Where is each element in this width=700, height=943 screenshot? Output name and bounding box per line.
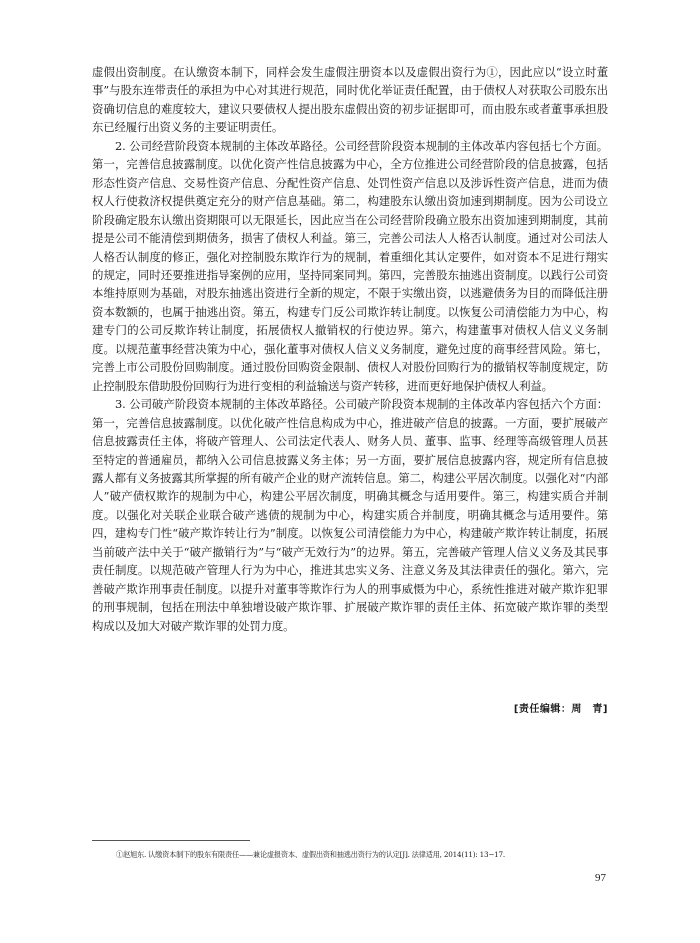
paragraph-2: 2. 公司经营阶段资本规制的主体改革路径。公司经营阶段资本规制的主体改革内容包括七个方面。第一，完善信息披露制度。以优化资产性信息披露为中心，全方位推进公司经营阶段的信息披露，包括形态性资产信息、交易性资产信息、分配性资产信息、处罚性资产信息以及涉诉性资产信息，进而为债权人行使救济权提供奠定充分的财产信息基础。第二，构建股东认缴出资加速到期制度。因为公司设立阶段确定股东认缴出资期限可以无限延长，因此应当在公司经营阶段确立股东出资加速到期制度，其前提是公司不能清偿到期债务，损害了债权人利益。第三，完善公司法人人格否认制度。通过对公司法人人格否认制度的修正，强化对控制股东欺诈行为的规制，着重细化其认定要件，如对资本不足进行翔实的规定，同时还要推进指导案例的应用，坚持同案同判。第四，完善股东抽逃出资制度。以践行公司资本维持原则为基础，对股东抽逃出资进行全新的规定，不限于实缴出资，以逃避债务为目的而降低注册资本数额的，也属于抽逃出资。第五，构建专门反公司欺诈转让制度。以恢复公司清偿能力为中心，构建专门的公司反欺诈转让制度，拓展债权人撤销权的行使边界。第六，构建董事对债权人信义义务制度。以规范董事经营决策为中心，强化董事对债权人信义义务制度，避免过度的商事经营风险。第七，完善上市公司股份回购制度。通过股份回购资金限制、债权人对股份回购行为的撤销权等制度规定，防止控制股东借助股份回购行为进行变相的利益输送与资产转移，进而更好地保护债权人利益。 [92,138,608,393]
page-number: 97 [595,872,606,884]
footnote: ①赵旭东. 认缴资本制下的股东有限责任——兼论虚报资本、虚假出资和抽逃出资行为的认定[J]. 法律适用, 2014(11): 13−17. [116,850,506,859]
paragraph-1: 虚假出资制度。在认缴资本制下，同样会发生虚假注册资本以及虚假出资行为①，因此应以“设立时董事”与股东连带责任的承担为中心对其进行规范，同时优化举证责任配置，由于债权人对获取公司股东出资确切信息的难度较大，建议只要债权人提出股东虚假出资的初步证据即可，而由股东或者董事承担股东已经履行出资义务的主要证明责任。 [92,65,608,135]
responsible-editor: [责任编辑：周 青] [513,704,608,715]
footnote-divider [92,840,250,841]
paragraph-3: 3. 公司破产阶段资本规制的主体改革路径。公司破产阶段资本规制的主体改革内容包括六个方面：第一，完善信息披露制度。以优化破产性信息构成为中心，推进破产信息的披露。一方面，要扩展破产信息披露责任主体，将破产管理人、公司法定代表人、财务人员、董事、监事、经理等高级管理人员甚至特定的普通雇员，都纳入公司信息披露义务主体；另一方面，要扩展信息披露内容，规定所有信息披露人都有义务披露其所掌握的所有破产企业的财产流转信息。第二，构建公平居次制度。以强化对“内部人”破产债权欺诈的规制为中心，构建公平居次制度，明确其概念与适用要件。第三，构建实质合并制度。以强化对关联企业联合破产逃债的规制为中心，构建实质合并制度，明确其概念与适用要件。第四，建构专门性“破产欺诈转让行为”制度。以恢复公司清偿能力为中心，构建破产欺诈转让制度，拓展当前破产法中关于“破产撤销行为”与“破产无效行为”的边界。第五，完善破产管理人信义义务及其民事责任制度。以规范破产管理人行为为中心，推进其忠实义务、注意义务及其法律责任的强化。第六，完善破产欺诈刑事责任制度。以提升对董事等欺诈行为人的刑事威慑为中心，系统性推进对破产欺诈犯罪的刑事规制，包括在刑法中单独增设破产欺诈罪、扩展破产欺诈罪的责任主体、拓宽破产欺诈罪的类型构成以及加大对破产欺诈罪的处罚力度。 [92,397,608,633]
article-body [92,63,608,635]
